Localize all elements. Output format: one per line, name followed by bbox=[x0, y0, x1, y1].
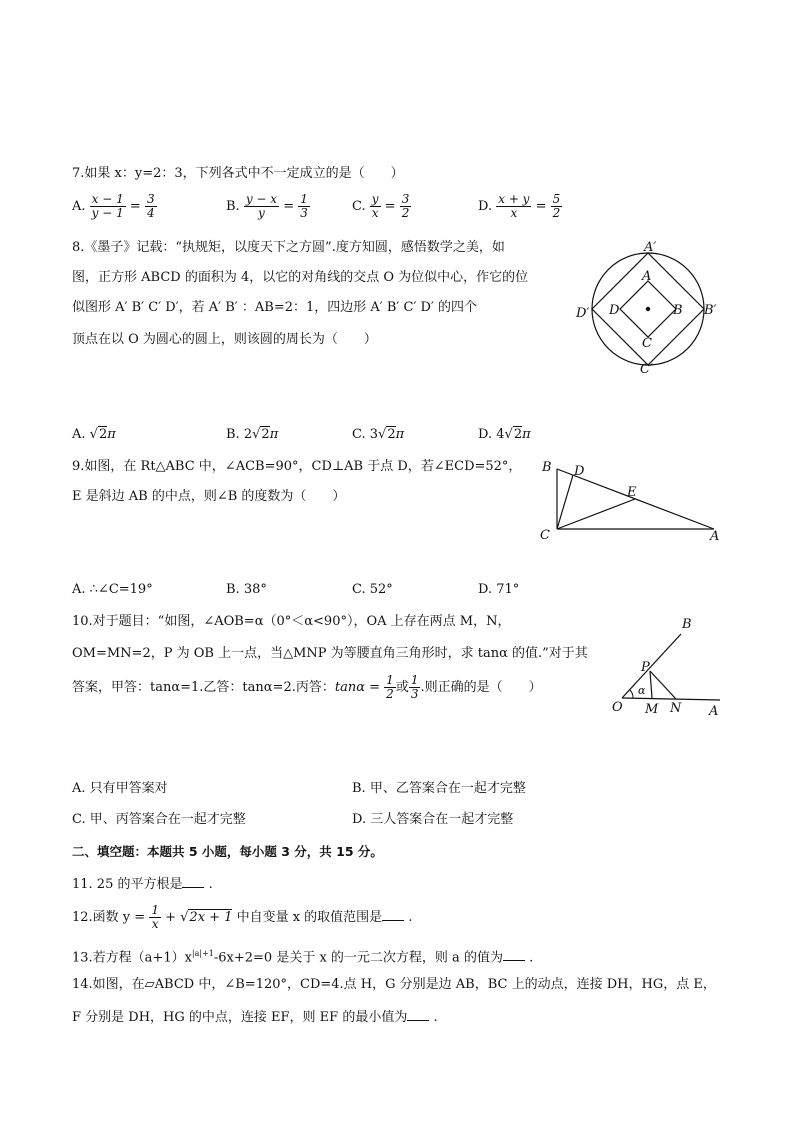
q14-line-2: F 分别是 DH，HG 的中点，连接 EF，则 EF 的最小值为 . bbox=[72, 1010, 438, 1025]
section-heading: 二、填空题：本题共 5 小题，每小题 3 分，共 15 分。 bbox=[72, 844, 383, 859]
q13: 13.若方程$(a+1)x^{|a|+1}-6x+2=0$ 是关于 x 的一元二次方程，则 a 的值为 . bbox=[72, 949, 534, 966]
label-b: B bbox=[542, 460, 552, 475]
label-c: C bbox=[540, 528, 550, 543]
answer-blank[interactable] bbox=[182, 875, 204, 888]
q8-option-d[interactable]: D. 4√2π bbox=[478, 427, 531, 442]
label-c: C bbox=[642, 336, 652, 351]
label-m: M bbox=[645, 702, 659, 717]
q8-option-a[interactable]: A. √2π bbox=[72, 427, 116, 442]
answer-blank[interactable] bbox=[407, 1008, 429, 1021]
q11: 11. 25 的平方根是 . bbox=[72, 877, 213, 892]
q8-line-2: 图，正方形 ABCD 的面积为 4，以它的对角线的交点 O 为位似中心，作它的位 bbox=[72, 270, 529, 285]
q8-line-1: 8.《墨子》记载：“执规矩，以度天下之方圆”.度方知圆，感悟数学之美，如 bbox=[72, 240, 505, 255]
q12: 12.函数 y = $\frac{1}{x}$ + √2x + 1 中自变量 x 的取值范围是 . bbox=[72, 903, 413, 931]
label-n: N bbox=[670, 701, 682, 716]
q9-option-c[interactable]: C. 52° bbox=[352, 582, 393, 597]
label-d-prime: D′ bbox=[576, 306, 590, 321]
label-d: D bbox=[609, 303, 620, 318]
option-label: A. bbox=[72, 199, 86, 214]
q9-option-d[interactable]: D. 71° bbox=[478, 582, 520, 597]
label-b-prime: B′ bbox=[704, 303, 717, 318]
q7-option-d[interactable]: D. $\frac{x + y}{x}$ = $\frac{5}{2}$ bbox=[478, 192, 561, 220]
option-label: D. bbox=[478, 199, 493, 214]
label-alpha: α bbox=[638, 684, 646, 697]
q14-line-1: 14.如图，在▱ABCD 中，∠B=120°，CD=4.点 H，G 分别是边 AB，BC 上的动点，连接 DH，HG，点 E， bbox=[72, 977, 716, 992]
q8-figure bbox=[572, 238, 722, 378]
q10-line-3: 答案，甲答：tanα=1.乙答：tanα=2.丙答：tanα = $\frac{1}{2}$ 或 $\frac{1}{3}$ .则正确的是（ ） bbox=[72, 673, 542, 701]
label-a-prime: A′ bbox=[644, 240, 657, 255]
q10-option-d[interactable]: D. 三人答案合在一起才完整 bbox=[352, 812, 514, 827]
q9-figure bbox=[536, 456, 726, 546]
label-a: A bbox=[709, 704, 719, 719]
q9-line-1: 9.如图，在 Rt△ABC 中，∠ACB=90°，CD⊥AB 于点 D，若∠ECD=52°， bbox=[72, 459, 522, 474]
q7-option-b[interactable]: B. $\frac{y - x}{y}$ = $\frac{1}{3}$ bbox=[226, 192, 308, 220]
q8-option-c[interactable]: C. 3√2π bbox=[352, 427, 405, 442]
q8-option-b[interactable]: B. 2√2π bbox=[226, 427, 279, 442]
q7-stem: 7.如果 x：y=2：3，下列各式中不一定成立的是（ ） bbox=[72, 166, 404, 181]
answer-blank[interactable] bbox=[503, 948, 525, 961]
answer-blank[interactable] bbox=[382, 908, 404, 921]
label-e: E bbox=[627, 485, 637, 500]
q8-line-4: 顶点在以 O 为圆心的圆上，则该圆的周长为（ ） bbox=[72, 332, 377, 347]
label-a: A bbox=[642, 269, 652, 284]
q7-option-a[interactable]: A. $\frac{x - 1}{y - 1}$ = $\frac{3}{4}$ bbox=[72, 192, 155, 220]
label-c-prime: C′ bbox=[640, 362, 653, 377]
q9-option-b[interactable]: B. 38° bbox=[226, 582, 267, 597]
q7-option-c[interactable]: C. $\frac{y}{x}$ = $\frac{3}{2}$ bbox=[352, 192, 410, 220]
label-o: O bbox=[612, 700, 623, 715]
label-p: P bbox=[641, 660, 650, 675]
q9-line-2: E 是斜边 AB 的中点，则∠B 的度数为（ ） bbox=[72, 489, 346, 504]
option-label: C. bbox=[352, 199, 366, 214]
q10-option-c[interactable]: C. 甲、丙答案合在一起才完整 bbox=[72, 812, 246, 827]
q9-option-a[interactable]: A. ∴∠C=19° bbox=[72, 582, 153, 597]
label-b: B bbox=[682, 617, 692, 632]
q10-option-a[interactable]: A. 只有甲答案对 bbox=[72, 781, 168, 796]
label-b: B bbox=[673, 303, 683, 318]
q10-line-2: OM=MN=2，P 为 OB 上一点，当△MNP 为等腰直角三角形时，求 tanα 的值.”对于其 bbox=[72, 646, 588, 661]
label-a: A bbox=[710, 529, 720, 544]
q10-option-b[interactable]: B. 甲、乙答案合在一起才完整 bbox=[352, 781, 526, 796]
q8-line-3: 似图形 A′ B′ C′ D′，若 A′ B′ ：AB=2：1，四边形 A′ B′ C′ D′ 的四个 bbox=[72, 300, 478, 315]
label-d: D bbox=[574, 464, 585, 479]
q10-line-1: 10.对于题目：“如图，∠AOB=α（0°＜α<90°），OA 上存在两点 M，N， bbox=[72, 614, 511, 629]
option-label: B. bbox=[226, 199, 240, 214]
q10-figure bbox=[606, 614, 730, 720]
